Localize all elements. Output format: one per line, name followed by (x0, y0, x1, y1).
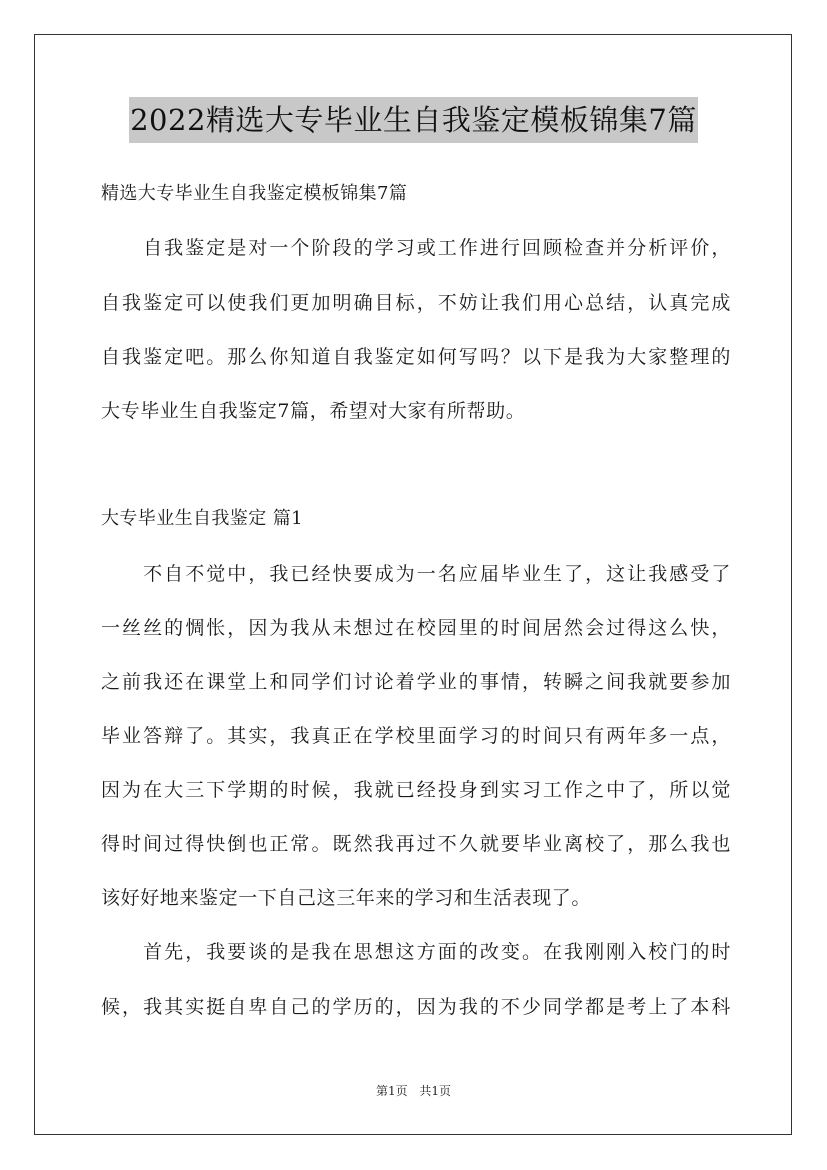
para1-line-2: 一丝丝的惆怅，因为我从未想过在校园里的时间居然会过得这么快， (101, 617, 731, 639)
para1-line-4: 毕业答辩了。其实，我真正在学校里面学习的时间只有两年多一点， (101, 725, 731, 747)
para2-line-1: 首先，我要谈的是我在思想这方面的改变。在我刚刚入校门的时 (101, 941, 731, 963)
page-total: 共1页 (419, 1084, 452, 1098)
intro-line-4: 大专毕业生自我鉴定7篇，希望对大家有所帮助。 (101, 400, 526, 422)
document-title: 2022精选大专毕业生自我鉴定模板锦集7篇 (129, 97, 698, 143)
section-heading: 大专毕业生自我鉴定 篇1 (101, 508, 303, 529)
page-footer (0, 1083, 827, 1099)
intro-line-1: 自我鉴定是对一个阶段的学习或工作进行回顾检查并分析评价， (101, 237, 731, 259)
para1-line-1: 不自不觉中，我已经快要成为一名应届毕业生了，这让我感受了 (101, 563, 731, 585)
intro-line-2: 自我鉴定可以使我们更加明确目标，不妨让我们用心总结，认真完成 (101, 292, 731, 314)
document-subtitle: 精选大专毕业生自我鉴定模板锦集7篇 (101, 183, 408, 204)
intro-line-3: 自我鉴定吧。那么你知道自我鉴定如何写吗？以下是我为大家整理的 (101, 346, 731, 368)
para1-line-7: 该好好地来鉴定一下自己这三年来的学习和生活表现了。 (101, 887, 592, 909)
page-number: 第1页 (375, 1084, 408, 1098)
para1-line-6: 得时间过得快倒也正常。既然我再过不久就要毕业离校了，那么我也 (101, 833, 731, 855)
para1-line-3: 之前我还在课堂上和同学们讨论着学业的事情，转瞬之间我就要参加 (101, 671, 731, 693)
para2-line-2: 候，我其实挺自卑自己的学历的，因为我的不少同学都是考上了本科 (101, 996, 731, 1018)
para1-line-5: 因为在大三下学期的时候，我就已经投身到实习工作之中了，所以觉 (101, 779, 731, 801)
title-container (0, 97, 827, 143)
